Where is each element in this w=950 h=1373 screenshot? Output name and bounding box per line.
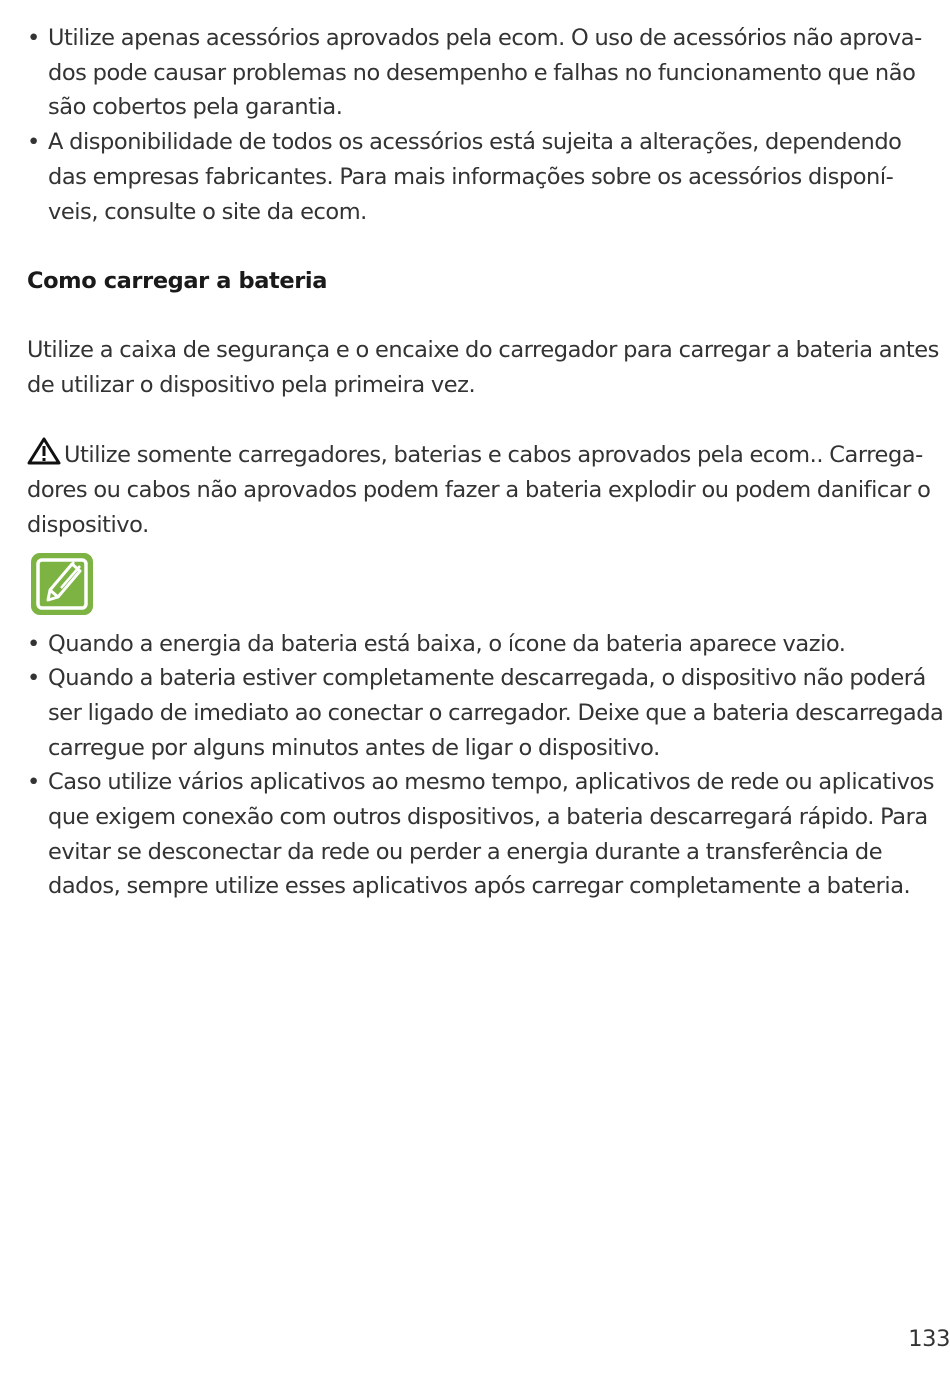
section-heading: Como carregar a bateria xyxy=(27,267,328,294)
charging-intro-paragraph: Utilize a caixa de segurança e o encaixe do carregador para carregar a bateria antes de utilizar o dispositivo pela primeira vez. xyxy=(27,337,939,398)
battery-note-list xyxy=(27,627,950,905)
note-pencil-icon xyxy=(28,550,96,618)
accessories-bullet-list xyxy=(27,21,950,229)
page-number: 133 xyxy=(908,1326,950,1352)
bullet-fully-discharged: • Quando a bateria estiver completamente descarregada, o dispositivo não poderá ser ligado de imediato ao conectar o carregador. Deixe que a bateria descarregada carregue por alguns minutos antes de ligar o dispositivo. xyxy=(27,661,950,765)
warning-text: Utilize somente carregadores, baterias e cabos aprovados pela ecom.. Carrega- dores ou cabos não aprovados podem fazer a bateria explodir ou podem danificar o dispositivo. xyxy=(27,442,931,538)
warning-paragraph xyxy=(27,437,950,542)
bullet-multiple-apps: • Caso utilize vários aplicativos ao mesmo tempo, aplicativos de rede ou aplicativos que exigem conexão com outros dispositivos, a bateria descarregará rápido. Para evitar se desconectar da rede ou perder a energia durante a transferência de dados, sempre utilize esses aplicativos após carregar completamente a bateria. xyxy=(27,765,950,904)
bullet-approved-accessories: • Utilize apenas acessórios aprovados pela ecom. O uso de acessórios não aprova- dos pode causar problemas no desempenho e falhas no funcionamento que não são cobertos pela garantia. xyxy=(27,21,950,125)
bullet-accessory-availability: • A disponibilidade de todos os acessórios está sujeita a alterações, dependendo das empresas fabricantes. Para mais informações sobre os acessórios disponí- veis, consulte o site da ecom. xyxy=(27,125,950,229)
bullet-low-battery-icon: • Quando a energia da bateria está baixa, o ícone da bateria aparece vazio. xyxy=(27,627,950,662)
manual-page xyxy=(27,21,950,904)
warning-triangle-icon xyxy=(27,437,61,465)
